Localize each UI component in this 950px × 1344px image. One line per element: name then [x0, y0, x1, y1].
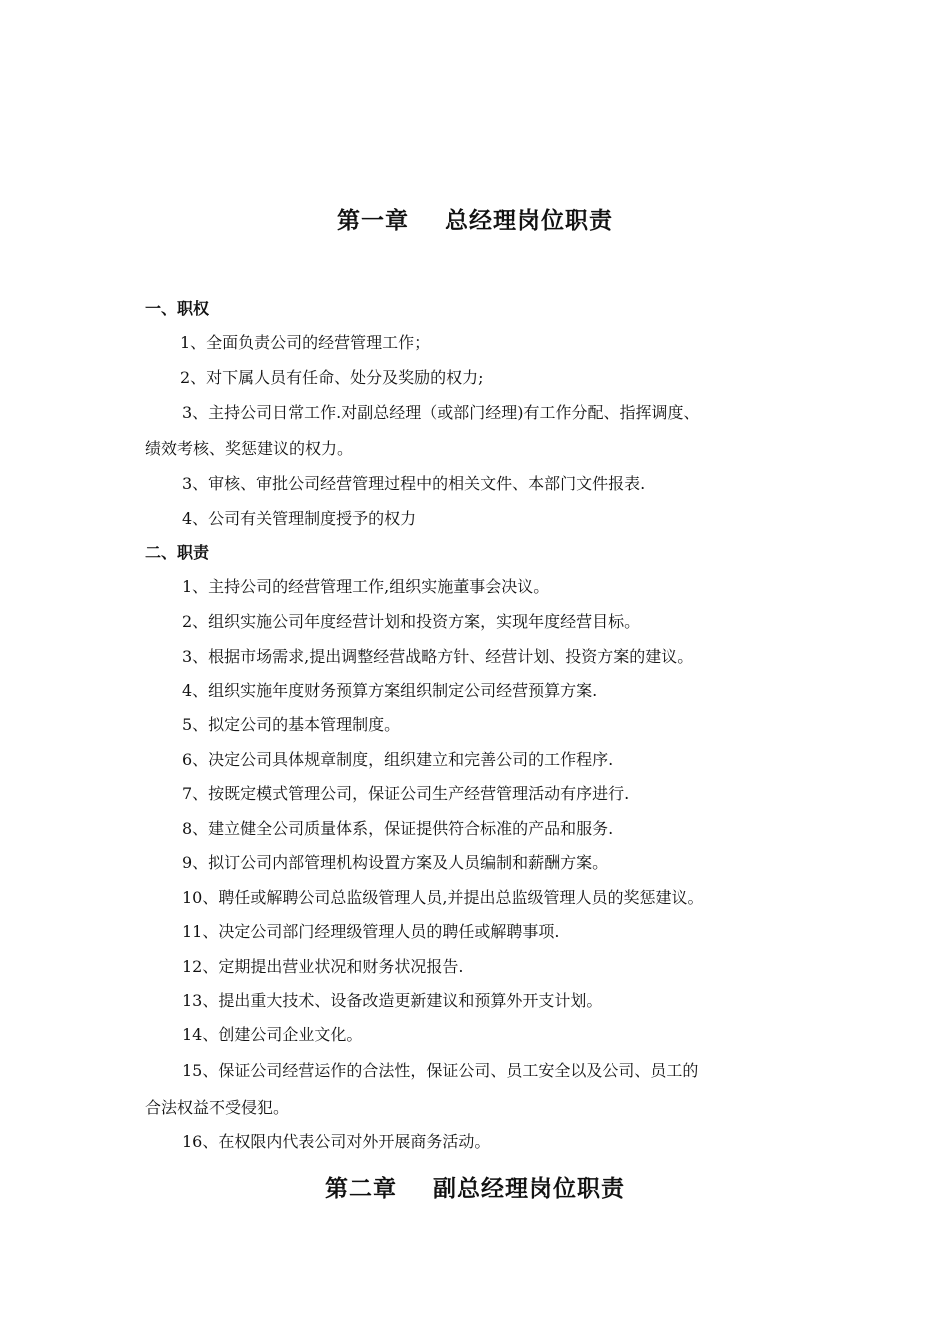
duty-item-14: 14、创建公司企业文化。 [182, 1025, 363, 1044]
duty-item-1: 1、主持公司的经营管理工作,组织实施董事会决议。 [182, 577, 550, 596]
duty-item-16: 16、在权限内代表公司对外开展商务活动。 [182, 1132, 491, 1151]
duty-item-6: 6、决定公司具体规章制度，组织建立和完善公司的工作程序. [182, 750, 614, 769]
duty-item-4: 4、组织实施年度财务预算方案组织制定公司经营预算方案. [182, 681, 598, 700]
authority-item-3: 3、主持公司日常工作.对副总经理（或部门经理)有工作分配、指挥调度、 [182, 403, 700, 422]
authority-item-4: 4、公司有关管理制度授予的权力 [182, 509, 417, 528]
duty-item-7: 7、按既定模式管理公司，保证公司生产经营管理活动有序进行. [182, 784, 630, 803]
duty-item-3: 3、根据市场需求,提出调整经营战略方针、经营计划、投资方案的建议。 [182, 647, 694, 666]
authority-item-3b: 3、审核、审批公司经营管理过程中的相关文件、本部门文件报表. [182, 474, 646, 493]
duty-item-12: 12、定期提出营业状况和财务状况报告. [182, 957, 464, 976]
duty-item-11: 11、决定公司部门经理级管理人员的聘任或解聘事项. [182, 922, 560, 941]
duty-item-10: 10、聘任或解聘公司总监级管理人员,并提出总监级管理人员的奖惩建议。 [182, 888, 704, 907]
duty-item-15: 15、保证公司经营运作的合法性，保证公司、员工安全以及公司、员工的 [182, 1061, 699, 1080]
duty-item-5: 5、拟定公司的基本管理制度。 [182, 715, 401, 734]
section-heading-duties: 二、职责 [145, 543, 210, 562]
authority-item-3-continued: 绩效考核、奖惩建议的权力。 [145, 439, 354, 458]
duty-item-15-continued: 合法权益不受侵犯。 [145, 1098, 290, 1117]
duty-item-8: 8、建立健全公司质量体系，保证提供符合标准的产品和服务. [182, 819, 614, 838]
duty-item-2: 2、组织实施公司年度经营计划和投资方案，实现年度经营目标。 [182, 612, 641, 631]
section-heading-authority: 一、职权 [145, 299, 210, 318]
chapter-1-title: 第一章 总经理岗位职责 [336, 208, 614, 234]
chapter-2-title: 第二章 副总经理岗位职责 [324, 1176, 626, 1202]
duty-item-9: 9、拟订公司内部管理机构设置方案及人员编制和薪酬方案。 [182, 853, 609, 872]
duty-item-13: 13、提出重大技术、设备改造更新建议和预算外开支计划。 [182, 991, 603, 1010]
authority-item-2: 2、对下属人员有任命、处分及奖励的权力; [180, 368, 484, 387]
authority-item-1: 1、全面负责公司的经营管理工作； [180, 333, 431, 352]
